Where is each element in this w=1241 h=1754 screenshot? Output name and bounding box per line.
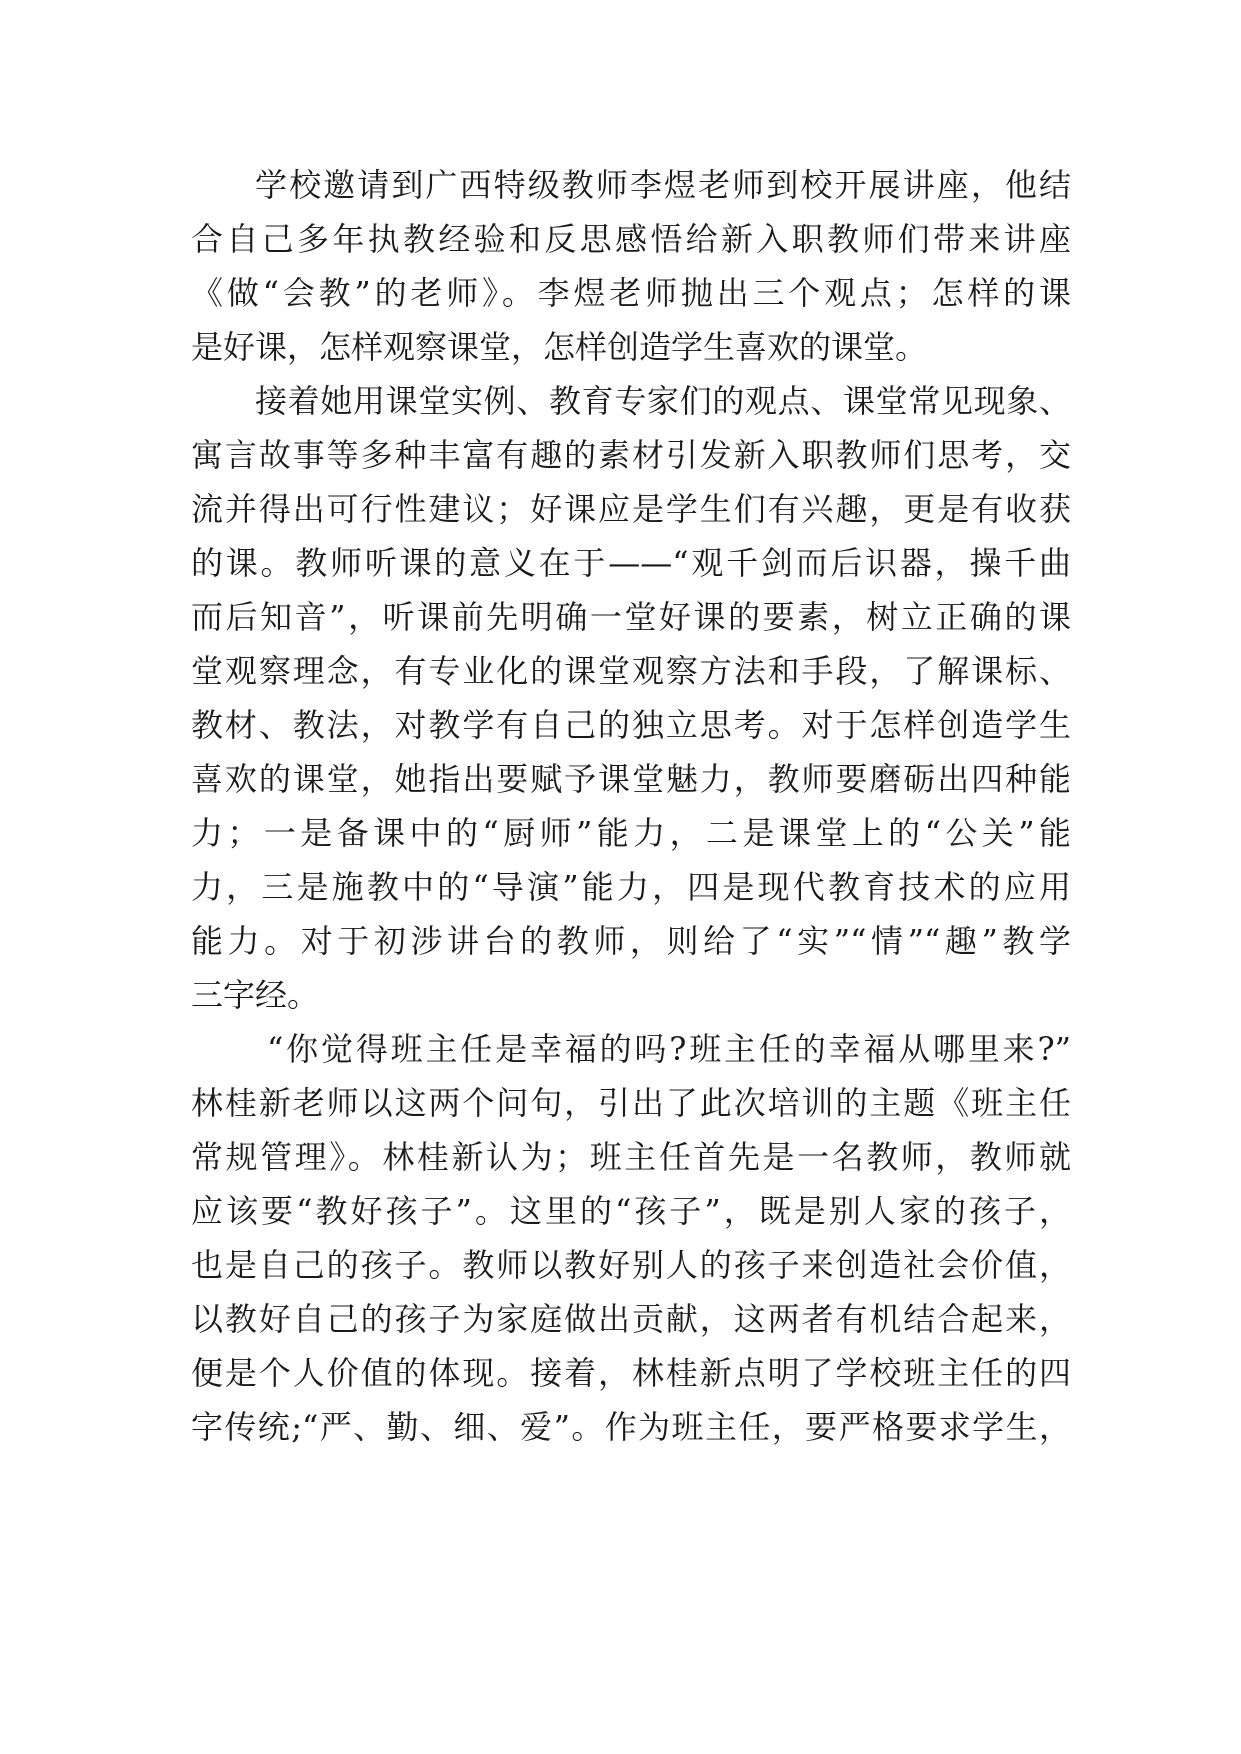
paragraph-1-line-1: 学校邀请到广西特级教师李煜老师到校开展讲座，他结 [255,166,1071,204]
paragraph-3-line-4: 应该要“教好孩子”。这里的“孩子”，既是别人家的孩子， [191,1192,1071,1230]
paragraph-2-line-7: 教材、教法，对教学有自己的独立思考。对于怎样创造学生 [191,706,1071,744]
paragraph-2-line-10: 力，三是施教中的“导演”能力，四是现代教育技术的应用 [191,868,1071,906]
paragraph-3-line-5: 也是自己的孩子。教师以教好别人的孩子来创造社会价值， [191,1246,1071,1284]
paragraph-3-line-7: 便是个人价值的体现。接着，林桂新点明了学校班主任的四 [191,1354,1071,1392]
paragraph-1-line-4: 是好课，怎样观察课堂，怎样创造学生喜欢的课堂。 [191,328,928,366]
paragraph-3-line-2: 林桂新老师以这两个问句，引出了此次培训的主题《班主任 [191,1084,1071,1122]
paragraph-2-line-9: 力；一是备课中的“厨师”能力，二是课堂上的“公关”能 [191,814,1071,852]
document-body [191,158,1071,1454]
paragraph-2-line-11: 能力。对于初涉讲台的教师，则给了“实”“情”“趣”教学 [191,922,1071,960]
paragraph-3-line-1: “你觉得班主任是幸福的吗?班主任的幸福从哪里来?” [267,1030,1071,1068]
paragraph-2-line-1: 接着她用课堂实例、教育专家们的观点、课堂常见现象、 [255,382,1071,420]
paragraph-3-line-8: 字传统;“严、勤、细、爱”。作为班主任，要严格要求学生， [191,1408,1071,1446]
paragraph-2-line-8: 喜欢的课堂，她指出要赋予课堂魅力，教师要磨砺出四种能 [191,760,1071,798]
paragraph-3-line-6: 以教好自己的孩子为家庭做出贡献，这两者有机结合起来， [191,1300,1071,1338]
paragraph-2-line-2: 寓言故事等多种丰富有趣的素材引发新入职教师们思考，交 [191,436,1071,474]
paragraph-2-line-6: 堂观察理念，有专业化的课堂观察方法和手段，了解课标、 [191,652,1071,690]
paragraph-3-line-3: 常规管理》。林桂新认为；班主任首先是一名教师，教师就 [191,1138,1071,1176]
paragraph-2-line-4: 的课。教师听课的意义在于——“观千剑而后识器，操千曲 [191,544,1071,582]
paragraph-2-line-12: 三字经。 [191,976,320,1014]
paragraph-1-line-2: 合自己多年执教经验和反思感悟给新入职教师们带来讲座 [191,220,1071,258]
paragraph-1-line-3: 《做“会教”的老师》。李煜老师抛出三个观点；怎样的课 [191,274,1071,312]
paragraph-2-line-3: 流并得出可行性建议；好课应是学生们有兴趣，更是有收获 [191,490,1071,528]
paragraph-2-line-5: 而后知音”，听课前先明确一堂好课的要素，树立正确的课 [191,598,1071,636]
